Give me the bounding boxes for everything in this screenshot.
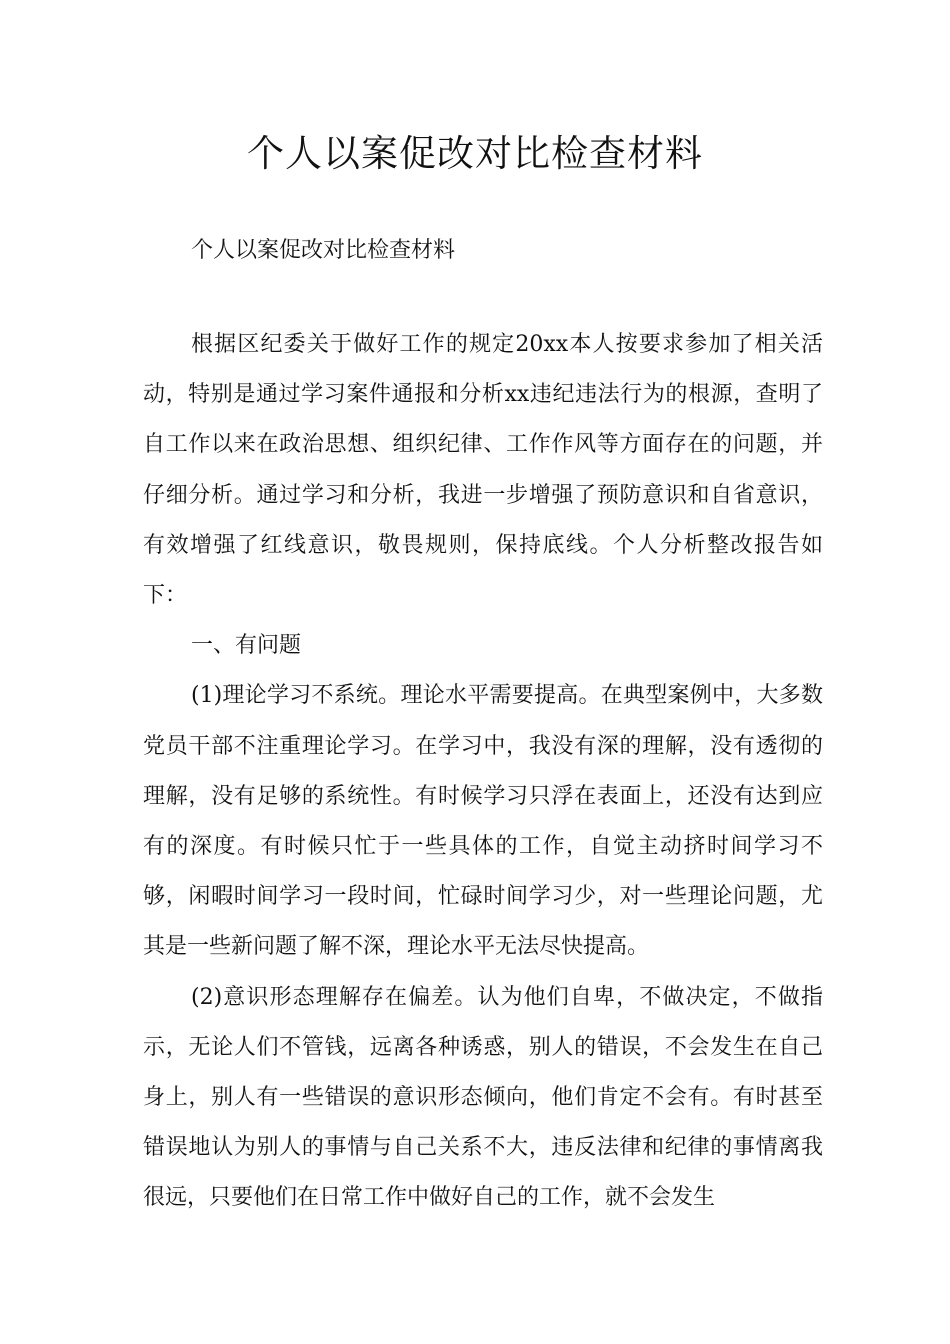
document-subtitle: 个人以案促改对比检查材料 <box>191 238 456 263</box>
paragraph-problem-2: (2)意识形态理解存在偏差。认为他们自卑，不做决定，不做指示，无论人们不管钱，远离各种诱惑，别人的错误，不会发生在自己身上，别人有一些错误的意识形态倾向，他们肯定不会有。有时甚至错误地认为别人的事情与自己关系不大，违反法律和纪律的事情离我很远，只要他们在日常工作中做好自己的工作，就不会发生 <box>143 984 823 1211</box>
document-body <box>143 226 823 1224</box>
document-title: 个人以案促改对比检查材料 <box>247 132 703 175</box>
section-heading-problems: 一、有问题 <box>191 633 302 659</box>
paragraph-problem-1: (1)理论学习不系统。理论水平需要提高。在典型案例中，大多数党员干部不注重理论学习。在学习中，我没有深的理解，没有透彻的理解，没有足够的系统性。有时候学习只浮在表面上，还没有达到应有的深度。有时候只忙于一些具体的工作，自觉主动挤时间学习不够，闲暇时间学习一段时间，忙碌时间学习少，对一些理论问题，尤其是一些新问题了解不深，理论水平无法尽快提高。 <box>143 683 823 960</box>
paragraph-intro: 根据区纪委关于做好工作的规定20xx本人按要求参加了相关活动，特别是通过学习案件通报和分析xx违纪违法行为的根源，查明了自工作以来在政治思想、组织纪律、工作作风等方面存在的问题，并仔细分析。通过学习和分析，我进一步增强了预防意识和自省意识，有效增强了红线意识，敬畏规则，保持底线。个人分析整改报告如下： <box>143 332 823 609</box>
